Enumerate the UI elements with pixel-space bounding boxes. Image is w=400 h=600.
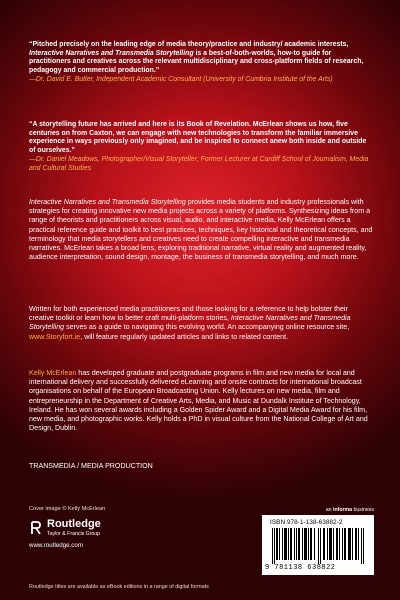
audience-book-title: Interactive Narratives and Transmedia Storytelling [29, 314, 351, 332]
description-text: provides media students and industry professionals with strategies for creating innovative new media projects across a variety of platforms. Synthesizing ideas from a range of theorists and practitioners across visual, audio, and interactive media, Kelly McErlean offers a practical reference guide and toolkit to best practices, techniques, key historical and theoretical concepts, and terminology that media storytellers and creatives need to create compelling interactive and transmedia narratives. McErlean takes a broad lens, exploring traditional narrative, virtual reality and augmented reality, audience interpretation, sound design, montage, the business of transmedia storytelling, and much more. [29, 198, 373, 262]
subject-text: TRANSMEDIA / MEDIA PRODUCTION [29, 462, 153, 470]
barcode-area [262, 507, 374, 575]
author-bio-body: has developed graduate and postgraduate programs in film and new media for local and international delivery and successfully delivered eLearning and onsite contracts for international broadcast organisations on behalf of the European Broadcasting Union. Kelly lectures on new media, film and entrepreneurship in the Department of Creative Arts, Media, and Music at Dundalk Institute of Technology, Ireland. He has won several awards including a Golden Spider Award and a Digital Media Award for his film, new media, and photographic works. Kelly holds a PhD in visual culture from the National College of Art and Design, Dublin. [29, 369, 368, 433]
quote-1-text-a: “Pitched precisely on the leading edge of media theory/practice and industry/ academic interests, [29, 41, 349, 48]
storyfort-link[interactable]: www.Storyfort.ie [29, 332, 81, 341]
barcode-bars [272, 528, 366, 564]
quote-2-attribution [29, 156, 374, 173]
subject-category [29, 462, 374, 471]
audience-text-a: Written for both experienced media practitioners and those looking for a reference to help bolster their creative toolkit or learn how to better craft multi-platform stories, [29, 305, 348, 323]
audience-paragraph [29, 305, 374, 342]
author-bio-text [29, 369, 374, 433]
barcode-digits: 9 781138 638822 [265, 564, 336, 572]
publisher-url[interactable]: www.routledge.com [29, 542, 83, 549]
audience-text-b: serves as a guide to navigating this evolving world. An accompanying online resource site, [64, 323, 350, 332]
quote-2-dash: — [29, 155, 36, 163]
quote-2-attribution-text: Dr. Daniel Meadows, Photographer/Visual Storyteller; Former Lecturer at Cardiff School of Journalism, Media and Cultural Studies [29, 155, 369, 172]
publisher-group: Taylor & Francis Group [47, 531, 101, 537]
author-name: Kelly McErlean [29, 369, 77, 377]
quote-1-book-title: Interactive Narratives and Transmedia Storytelling [29, 49, 194, 57]
publisher-name: Routledge [47, 518, 101, 530]
author-bio [29, 369, 374, 433]
informa-brand: informa [333, 507, 353, 513]
quote-1-attribution [29, 76, 374, 85]
publisher-logo [29, 518, 149, 554]
quote-1-dash: — [29, 75, 36, 83]
informa-business: business [353, 507, 374, 513]
review-quote-2 [29, 121, 374, 173]
book-description [29, 198, 374, 262]
isbn-text: ISBN 978-1-138-63882-2 [270, 519, 343, 526]
cover-credit: Cover image © Kelly McErlean [29, 506, 106, 512]
audience-text [29, 305, 374, 342]
quote-1-attribution-text: Dr. David E. Butler, Independent Academic Consultant (University of Cumbria Institute of the Arts) [35, 75, 333, 83]
ebook-footer-note: Routledge titles are available as eBook editions in a range of digital formats [29, 584, 209, 590]
review-quote-1 [29, 41, 374, 85]
informa-an: an [325, 507, 332, 513]
quote-2-text: “A storytelling future has arrived and here is its Book of Revelation. McErlean shows us how, five centuries on from Caxton, we can engage with new technologies to transform the familiar immersive experience in ways previously only imagined, and be inspired to connect anew both inside and outside of ourselves.” [29, 121, 367, 155]
barcode-box [262, 515, 374, 575]
routledge-logo-icon [29, 520, 43, 536]
description-book-title: Interactive Narratives and Transmedia Storytelling [29, 198, 186, 206]
quote-1-text-b: is a best-of-both-worlds, how-to guide for practitioners and creatives across the relevant multidisciplinary and cross-platform fields of research, pedagogy and commercial production.” [29, 49, 364, 75]
description-paragraph [29, 198, 374, 262]
audience-text-c: , will feature regularly updated articles and links to related content. [80, 332, 289, 341]
quote-1-text [29, 41, 374, 76]
informa-business-mark [326, 507, 374, 513]
